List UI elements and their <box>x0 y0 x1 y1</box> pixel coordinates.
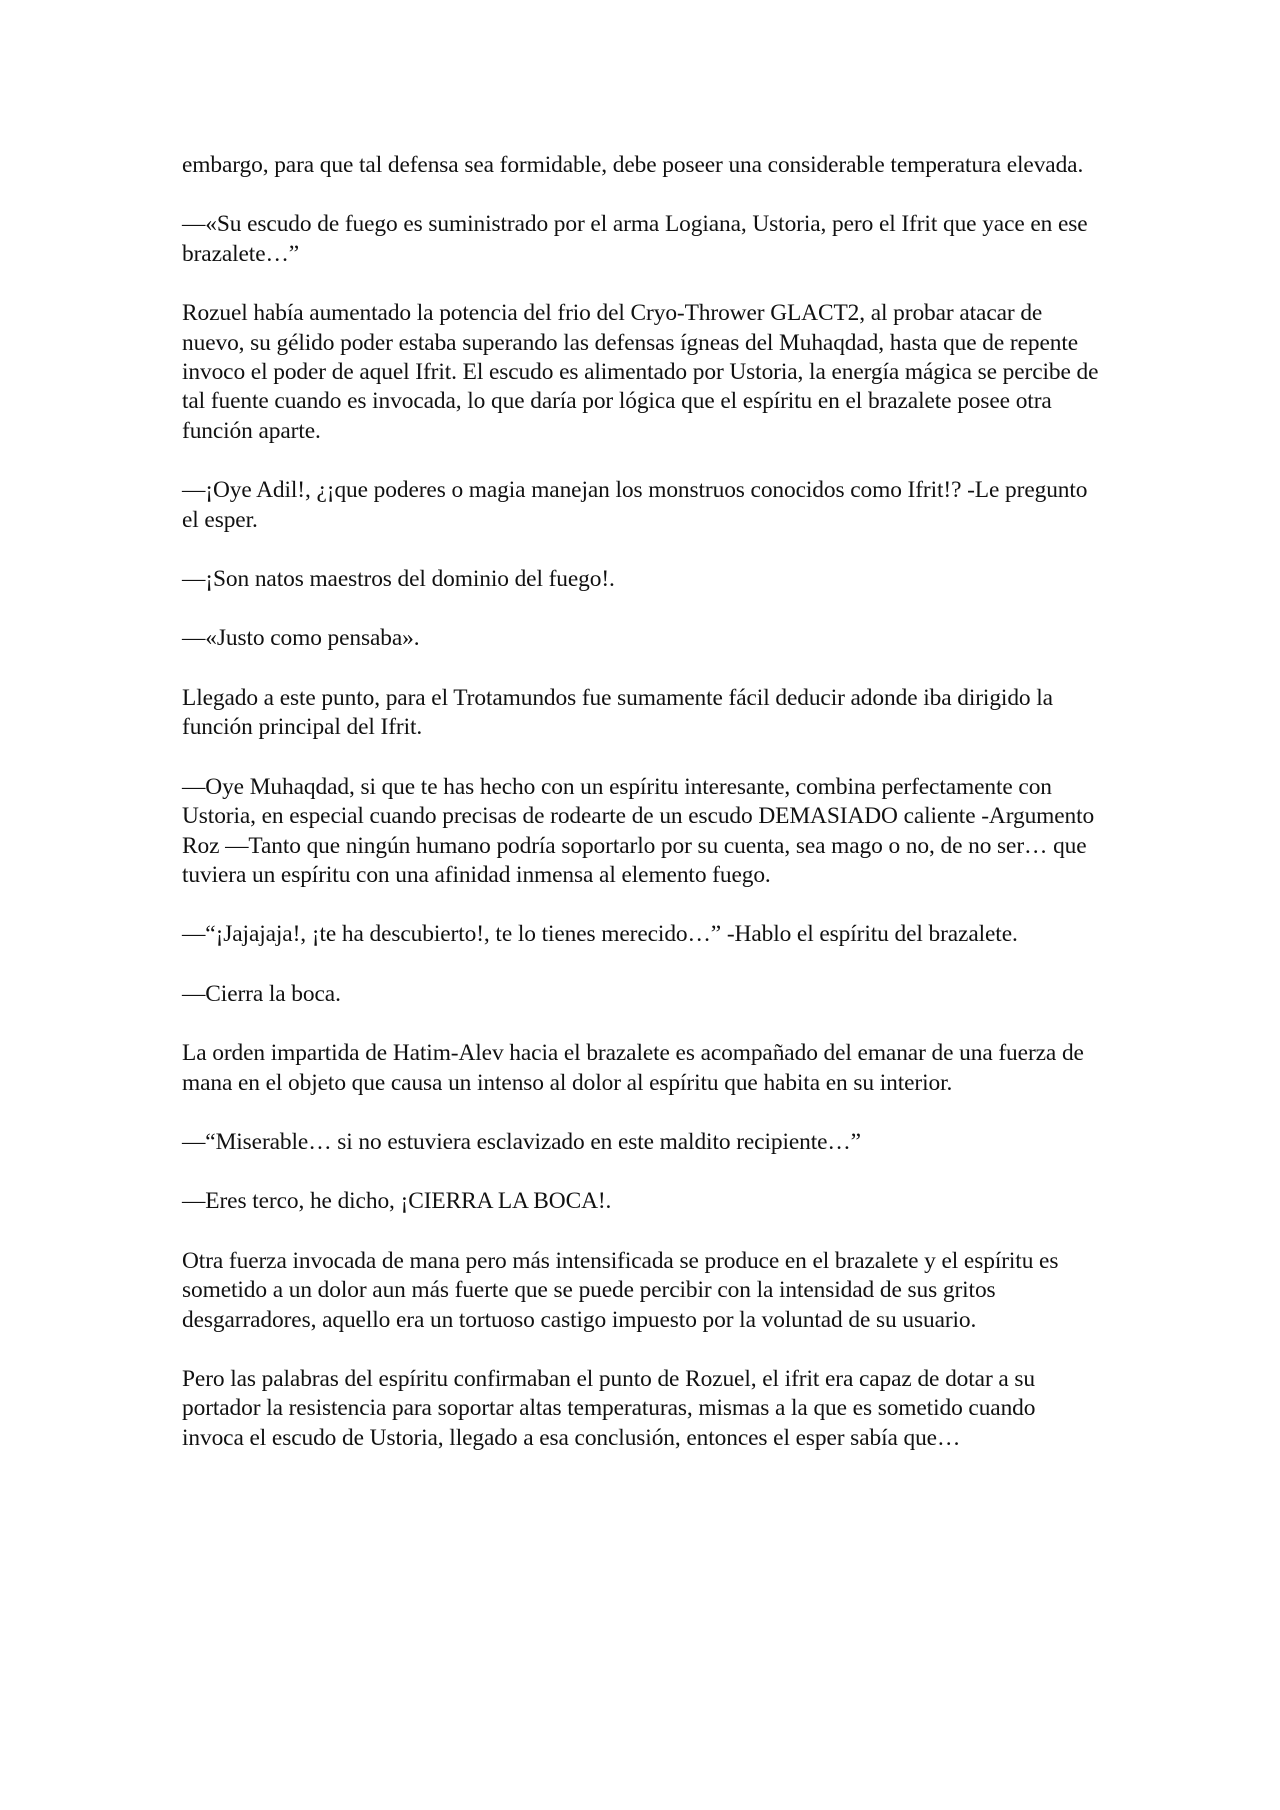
paragraph: —¡Son natos maestros del dominio del fuego!. <box>182 566 615 593</box>
paragraph: embargo, para que tal defensa sea formidable, debe poseer una considerable temperatura elevada. <box>182 152 1084 178</box>
paragraph: Pero las palabras del espíritu confirmaban el punto de Rozuel, el ifrit era capaz de dotar a su portador la resistencia para soportar altas temperaturas, mismas a la que es sometido cuando invoca el escudo de Ustoria, llegado a esa conclusión, entonces el esper sabía que… <box>182 1365 1036 1451</box>
paragraph: —“¡Jajajaja!, ¡te ha descubierto!, te lo tienes merecido…” -Hablo el espíritu del brazalete. <box>182 921 1018 948</box>
paragraph: —Eres terco, he dicho, ¡CIERRA LA BOCA!. <box>182 1188 612 1215</box>
paragraph: Otra fuerza invocada de mana pero más intensificada se produce en el brazalete y el espíritu es sometido a un dolor aun más fuerte que se puede percibir con la intensidad de sus gritos desgarradores, aquello era un tortuoso castigo impuesto por la voluntad de su usuario. <box>182 1247 1059 1333</box>
paragraph: Rozuel había aumentado la potencia del frio del Cryo-Thrower GLACT2, al probar atacar de nuevo, su gélido poder estaba superando las defensas ígneas del Muhaqdad, hasta que de repente invoco el poder de aquel Ifrit. El escudo es alimentado por Ustoria, la energía mágica se percibe de tal fuente cuando es invocada, lo que daría por lógica que el espíritu en el brazalete posee otra función aparte. <box>182 300 1099 444</box>
paragraph: —Cierra la boca. <box>182 980 341 1007</box>
paragraph: —«Su escudo de fuego es suministrado por el arma Logiana, Ustoria, pero el Ifrit que yace en ese brazalete…” <box>182 211 1088 267</box>
paragraph: —«Justo como pensaba». <box>182 625 420 652</box>
paragraph: Llegado a este punto, para el Trotamundos fue sumamente fácil deducir adonde iba dirigido la función principal del Ifrit. <box>182 684 1053 741</box>
paragraph: —“Miserable… si no estuviera esclavizado en este maldito recipiente…” <box>182 1128 861 1155</box>
paragraph: —Oye Muhaqdad, si que te has hecho con un espíritu interesante, combina perfectamente con Ustoria, en especial cuando precisas de rodearte de un escudo DEMASIADO caliente -Argumento Roz —Tanto que ningún humano podría soportarlo por su cuenta, sea mago o no, de no ser… que tuviera un espíritu con una afinidad inmensa al elemento fuego. <box>182 773 1095 888</box>
paragraph: —¡Oye Adil!, ¿¡que poderes o magia manejan los monstruos conocidos como Ifrit!? -Le pregunto el esper. <box>182 477 1088 533</box>
document-page <box>182 151 1102 1483</box>
paragraph: La orden impartida de Hatim-Alev hacia el brazalete es acompañado del emanar de una fuerza de mana en el objeto que causa un intenso al dolor al espíritu que habita en su interior. <box>182 1040 1084 1096</box>
